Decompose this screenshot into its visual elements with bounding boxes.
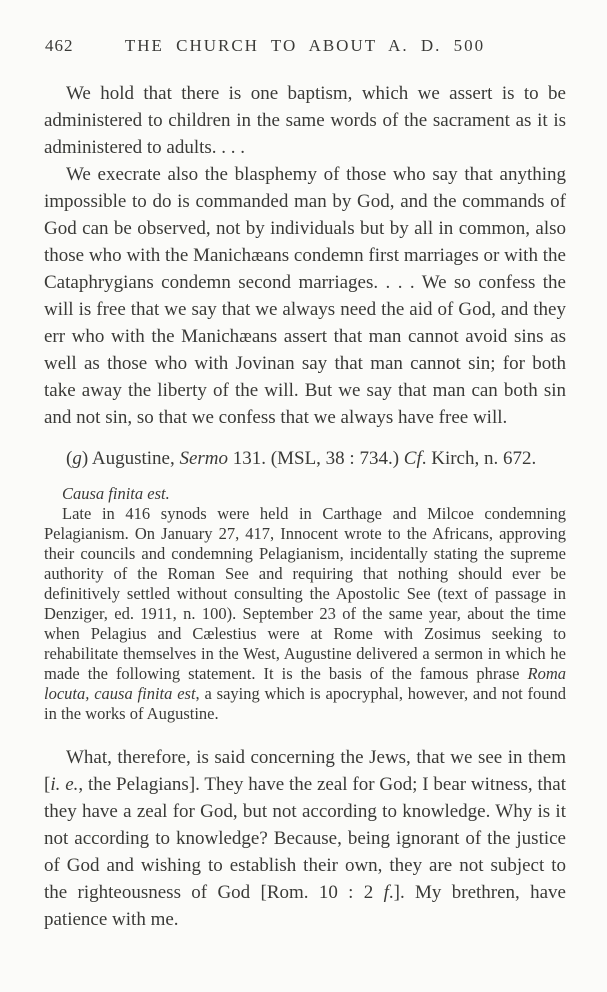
- paragraph-baptism: We hold that there is one baptism, which we assert is to be administered to children in the same words of the sacrament as it is administered to adults. . . .: [44, 83, 566, 158]
- page-number: 462: [45, 36, 74, 55]
- note-heading: Causa finita est.: [62, 484, 170, 503]
- running-title: THE CHURCH TO ABOUT A. D. 500: [124, 36, 486, 55]
- editorial-note: [44, 484, 566, 724]
- page-body: [44, 80, 566, 933]
- citation-augustine-sermo: (g) Augustine, Sermo 131. (MSL, 38 : 734.) Cf. Kirch, n. 672.: [66, 448, 537, 469]
- paragraph-execrate: We execrate also the blasphemy of those who say that anything impossible to do is commanded man by God, and the commands of God can be observed, not by individuals but by all in common, also those who with the Manichæans condemn first marriages or with the Cataphrygians condemn second marriages. . . . We so confess the will is free that we say that we always need the aid of God, and they err who with the Manichæans assert that man cannot avoid sins as well as those who with Jovinan say that man cannot sin; for both take away the liberty of the will. But we say that man can both sin and not sin, so that we confess that we always have free will.: [44, 164, 566, 428]
- note-body: Late in 416 synods were held in Carthage and Milcoe condemning Pelagianism. On January 27, 417, Innocent wrote to the Africans, approving their councils and condemning Pelagianism, incidentally stating the supreme authority of the Roman See and requiring that nothing should ever be definitively settled without consulting the Apostolic See (text of passage in Denziger, ed. 1911, n. 100). September 23 of the same year, about the time when Pelagius and Cælestius were at Rome with Zosimus seeking to rehabilitate themselves in the West, Augustine delivered a sermon in which he made the following statement. It is the basis of the famous phrase Roma locuta, causa finita est, a saying which is apocryphal, however, and not found in the works of Augustine.: [44, 504, 566, 723]
- page-header: [44, 36, 566, 58]
- paragraph-jews-quote: What, therefore, is said concerning the Jews, that we see in them [i. e., the Pelagians]. They have the zeal for God; I bear witness, that they have a zeal for God, but not according to knowledge. Why is it not according to knowledge? Because, being ignorant of the justice of God and wishing to establish their own, they are not subject to the righteousness of God [Rom. 10 : 2 f.]. My brethren, have patience with me.: [44, 747, 566, 930]
